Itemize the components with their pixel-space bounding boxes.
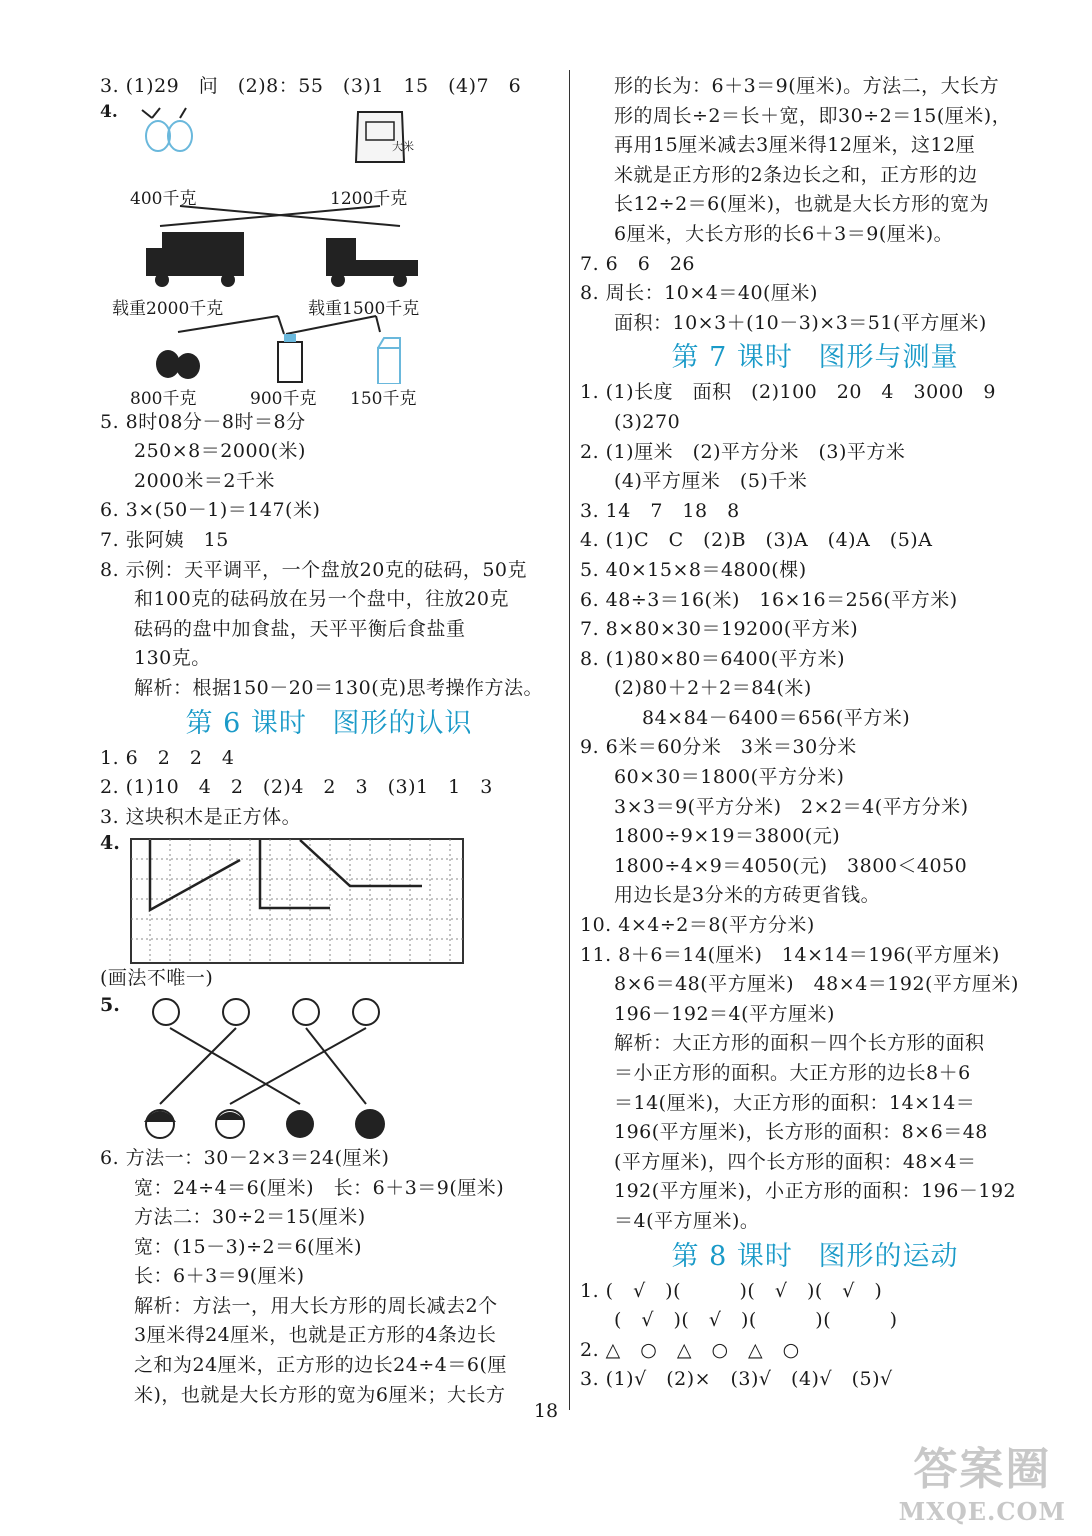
- s7-analysis-2: ＝小正方形的面积。大正方形的边长8＋6: [614, 1062, 971, 1084]
- s6-answer-6-line2: 宽：24÷4＝6(厘米) 长：6＋3＝9(厘米): [134, 1176, 505, 1199]
- s6-answer-1: 1. 6 2 2 4: [100, 746, 235, 769]
- s8-line-1: 1. ( √ )( )( √ )( √ ): [580, 1279, 883, 1302]
- s7-line-15: 3×3＝9(平方分米) 2×2＝4(平方分米): [614, 795, 969, 818]
- answer-8b-line1: 8. 周长：10×4＝40(厘米): [580, 282, 818, 305]
- s7-line-19: 10. 4×4÷2＝8(平方分米): [580, 914, 815, 937]
- face-matching-drawing: [130, 994, 430, 1144]
- left-column: [100, 72, 558, 1410]
- truck-left-icon: [146, 232, 244, 287]
- section-8-title: 图形的运动: [818, 1240, 959, 1272]
- s7-line-17: 1800÷4×9＝4050(元) 3800＜4050: [614, 854, 968, 877]
- answer-5-line3: 2000米＝2千米: [134, 469, 275, 492]
- weight-water: 900千克: [250, 388, 317, 409]
- section-6-number: 第 6 课时: [185, 707, 307, 739]
- s7-line-18: 用边长是3分米的方砖更省钱。: [614, 884, 881, 907]
- answer-8b-line2: 面积：10×3＋(10－3)×3＝51(平方厘米): [614, 311, 987, 334]
- weight-matching-figure: [100, 102, 558, 384]
- s7-analysis-6: 192(平方厘米)，小正方形的面积：196－192: [614, 1180, 1017, 1203]
- s7-line-14: 60×30＝1800(平方分米): [614, 766, 845, 789]
- s8-line-4: 3. (1)√ (2)× (3)√ (4)√ (5)√: [580, 1368, 893, 1391]
- answer-7b: 7. 6 6 26: [580, 252, 696, 275]
- match-line: [160, 1028, 236, 1104]
- answer-8-analysis: 解析：根据150－20＝130(克)思考操作方法。: [134, 676, 544, 699]
- section-7-number: 第 7 课时: [671, 342, 793, 374]
- watermark-url: MXQE.COM: [898, 1497, 1066, 1526]
- s7-line-7: 5. 40×15×8＝4800(棵): [580, 558, 807, 581]
- truck-left-capacity: 载重2000千克: [112, 298, 224, 319]
- section-heading-8: [580, 1239, 1050, 1275]
- s7-line-6: 4. (1)C C (2)B (3)A (4)A (5)A: [580, 529, 933, 552]
- s7-analysis-3: ＝14(厘米)，大正方形的面积：14×14＝: [614, 1091, 976, 1114]
- answer-8-line1: 8. 示例：天平调平，一个盘放20克的砝码，50克: [100, 558, 528, 581]
- match-line: [306, 1028, 366, 1104]
- section-7-title: 图形与测量: [818, 342, 959, 374]
- rice-bag-label: 大米: [392, 139, 414, 153]
- s7-line-3: 2. (1)厘米 (2)平方分米 (3)平方米: [580, 440, 906, 463]
- water-bottle-icon: [278, 334, 302, 382]
- truck-right-icon: [326, 238, 418, 287]
- column-divider: [569, 70, 570, 1410]
- s6-answer-6-line5: 长：6＋3＝9(厘米): [134, 1265, 305, 1288]
- pear-icon: [142, 108, 192, 151]
- continued-line6: 6厘米，大长方形的长6＋3＝9(厘米)。: [614, 222, 954, 245]
- s6-answer-2: 2. (1)10 4 2 (2)4 2 3 (3)1 1 3: [100, 776, 493, 799]
- page-number: 18: [533, 1400, 559, 1422]
- s7-line-4: (4)平方厘米 (5)千米: [614, 470, 808, 493]
- continued-line4: 米就是正方形的2条边长之和，正方形的边: [614, 163, 978, 186]
- eggplant-icon: [156, 350, 200, 379]
- match-line: [278, 316, 284, 334]
- s7-line-8: 6. 48÷3＝16(米) 16×16＝256(平方米): [580, 588, 958, 611]
- s6-analysis-line4: 米)，也就是大长方形的宽为6厘米；大长方: [134, 1383, 506, 1406]
- s6-answer-6-line4: 宽：(15－3)÷2＝6(厘米): [134, 1235, 363, 1258]
- continued-line5: 长12÷2＝6(厘米)，也就是大长方形的宽为: [614, 193, 990, 216]
- s8-line-2: ( √ )( √ )( )( ): [614, 1309, 898, 1332]
- face-front-icon: [153, 999, 179, 1025]
- dotted-grid: [130, 838, 470, 970]
- s7-analysis-5: (平方厘米)，四个长方形的面积：48×4＝: [614, 1150, 977, 1173]
- section-8-number: 第 8 课时: [671, 1240, 793, 1272]
- weight-matching-drawing: [100, 102, 558, 384]
- continued-line2: 形的周长÷2＝长＋宽，即30÷2＝15(厘米)，: [614, 104, 1012, 127]
- s7-analysis-7: ＝4(平方厘米)。: [614, 1209, 760, 1232]
- face-front-icon: [293, 999, 319, 1025]
- s6-question-4-number: 4.: [100, 832, 120, 855]
- match-line: [230, 1028, 366, 1104]
- match-line: [160, 206, 380, 226]
- s8-line-3: 2. △ ○ △ ○ △ ○: [580, 1338, 800, 1361]
- rice-bag-icon: [356, 112, 404, 162]
- milk-carton-icon: [378, 338, 400, 384]
- grid-note: (画法不唯一): [100, 967, 214, 990]
- s7-line-5: 3. 14 7 18 8: [580, 499, 740, 522]
- answer-5-line1: 5. 8时08分－8时＝8分: [100, 410, 306, 433]
- answer-8-line4: 130克。: [134, 647, 211, 670]
- watermark-text: 答案圈: [913, 1444, 1052, 1495]
- s6-answer-3: 3. 这块积木是正方体。: [100, 805, 302, 828]
- s6-question-5-number: 5.: [100, 993, 120, 1016]
- weight-eggplant: 800千克: [130, 388, 197, 409]
- answer-8-line3: 砝码的盘中加食盐，天平平衡后食盐重: [134, 617, 466, 640]
- section-6-title: 图形的认识: [332, 707, 473, 739]
- s7-line-9: 7. 8×80×30＝19200(平方米): [580, 618, 859, 641]
- s7-line-13: 9. 6米＝60分米 3米＝30分米: [580, 736, 857, 759]
- continued-line1: 形的长为：6＋3＝9(厘米)。方法二，大长方: [614, 75, 1000, 97]
- s7-analysis-4: 196(平方厘米)，长方形的面积：8×6＝48: [614, 1121, 988, 1144]
- question-4-number: 4.: [100, 101, 118, 122]
- answer-7: 7. 张阿姨 15: [100, 528, 229, 551]
- s7-line-10: 8. (1)80×80＝6400(平方米): [580, 647, 846, 670]
- s7-line-22: 196－192＝4(平方厘米): [614, 1002, 835, 1025]
- answer-8-line2: 和100克的砝码放在另一个盘中，往放20克: [134, 588, 509, 611]
- section-heading-7: [580, 340, 1050, 376]
- continued-line3: 再用15厘米减去3厘米得12厘米，这12厘: [614, 134, 976, 157]
- watermark-logo: [899, 1433, 1066, 1526]
- s7-line-1: 1. (1)长度 面积 (2)100 20 4 3000 9: [580, 381, 996, 404]
- face-matching-figure: [100, 994, 558, 1144]
- answer-5-line2: 250×8＝2000(米): [134, 440, 306, 463]
- grid-drawing-figure: [100, 832, 558, 964]
- s7-line-2: (3)270: [614, 410, 681, 433]
- match-line: [180, 206, 400, 226]
- weight-rice: 1200千克: [330, 188, 408, 209]
- truck-right-capacity: 载重1500千克: [308, 298, 420, 319]
- section-heading-6: [100, 706, 558, 742]
- child-faces: [144, 1109, 385, 1139]
- s6-analysis-line3: 之和为24厘米，正方形的边长24÷4＝6(厘: [134, 1354, 507, 1377]
- weight-pear: 400千克: [130, 188, 197, 209]
- s7-line-16: 1800÷9×19＝3800(元): [614, 825, 841, 848]
- face-back-icon: [223, 999, 249, 1025]
- s6-analysis-line2: 3厘米得24厘米，也就是正方形的4条边长: [134, 1324, 497, 1347]
- match-line: [170, 1028, 300, 1104]
- answer-6: 6. 3×(50－1)＝147(米): [100, 499, 321, 522]
- s6-analysis-line1: 解析：方法一，用大长方形的周长减去2个: [134, 1294, 498, 1317]
- s6-answer-6-line3: 方法二：30÷2＝15(厘米): [134, 1206, 366, 1229]
- s7-analysis-1: 解析：大正方形的面积－四个长方形的面积: [614, 1032, 985, 1055]
- s7-line-20: 11. 8＋6＝14(厘米) 14×14＝196(平方厘米): [580, 943, 1000, 966]
- answer-3: 3. (1)29 问 (2)8：55 (3)1 15 (4)7 6: [100, 75, 522, 97]
- weight-milk: 150千克: [350, 388, 417, 409]
- s7-line-12: 84×84－6400＝656(平方米): [642, 706, 911, 729]
- s6-answer-6-line1: 6. 方法一：30－2×3＝24(厘米): [100, 1146, 390, 1169]
- s7-line-11: (2)80＋2＋2＝84(米): [614, 677, 812, 700]
- s7-line-21: 8×6＝48(平方厘米) 48×4＝192(平方厘米): [614, 973, 1019, 996]
- face-front-icon: [353, 999, 379, 1025]
- right-column: [580, 72, 1050, 1395]
